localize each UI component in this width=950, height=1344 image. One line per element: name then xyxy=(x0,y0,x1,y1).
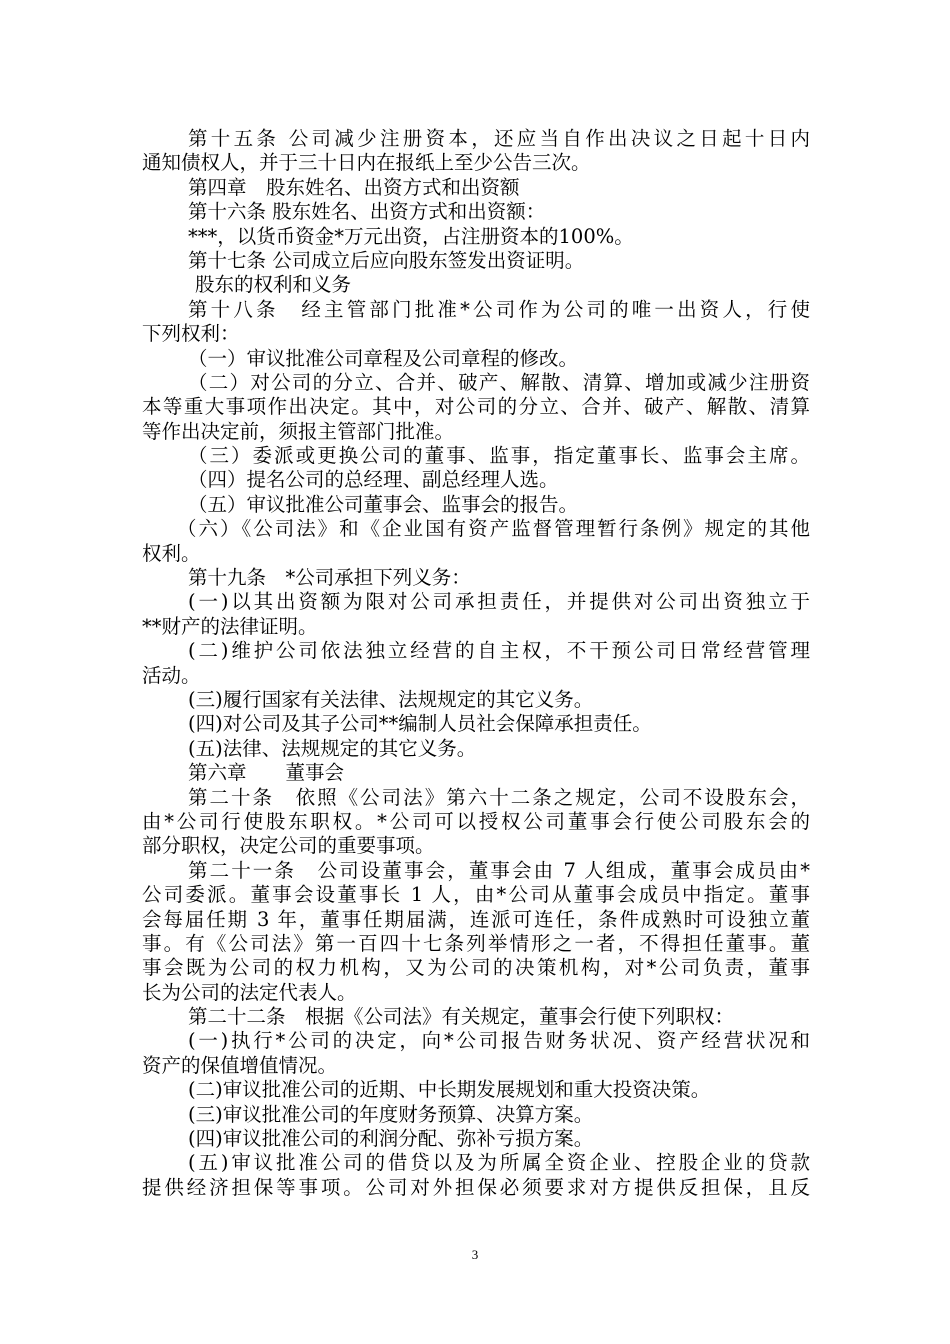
text-line: （二）对公司的分立、合并、破产、解散、清算、增加或减少注册资 xyxy=(188,370,810,394)
text-line: 第十五条 公司减少注册资本，还应当自作出决议之日起十日内 xyxy=(188,127,810,150)
text-line: 通知债权人，并于三十日内在报纸上至少公告三次。 xyxy=(142,151,591,175)
text-line: (二)审议批准公司的近期、中长期发展规划和重大投资决策。 xyxy=(188,1078,711,1102)
text-line: 第二十一条 公司设董事会，董事会由 7 人组成，董事会成员由* xyxy=(188,858,810,882)
text-line: 第十七条 公司成立后应向股东签发出资证明。 xyxy=(188,248,585,272)
text-line: 长为公司的法定代表人。 xyxy=(142,980,357,1004)
text-line: 第二十条 依照《公司法》第六十二条之规定，公司不设股东会， xyxy=(188,785,810,809)
text-line: （三）委派或更换公司的董事、监事，指定董事长、监事会主席。 xyxy=(188,444,810,468)
text-line: 第二十二条 根据《公司法》有关规定，董事会行使下列职权： xyxy=(188,1005,735,1029)
text-line: 会每届任期 3 年，董事任期届满，连派可连任，条件成熟时可设独立董 xyxy=(142,907,810,931)
text-line: 活动。 xyxy=(142,663,201,687)
document-body xyxy=(142,127,810,1200)
text-line: (五)法律、法规规定的其它义务。 xyxy=(188,736,477,760)
text-line: 公司委派。董事会设董事长 1 人，由*公司从董事会成员中指定。董事 xyxy=(142,883,810,907)
chapter-heading: 第四章 股东姓名、出资方式和出资额 xyxy=(188,175,520,199)
text-line: (四)对公司及其子公司**编制人员社会保障承担责任。 xyxy=(188,712,652,736)
text-line: (四)审议批准公司的利润分配、弥补亏损方案。 xyxy=(188,1127,594,1151)
section-heading: 股东的权利和义务 xyxy=(195,273,352,297)
text-line: (一)以其出资额为限对公司承担责任，并提供对公司出资独立于 xyxy=(188,590,810,614)
text-line: 由*公司行使股东职权。*公司可以授权公司董事会行使公司股东会的 xyxy=(142,809,810,833)
text-line: (五)审议批准公司的借贷以及为所属全资企业、控股企业的贷款 xyxy=(188,1151,810,1175)
text-line: 下列权利： xyxy=(142,322,240,346)
text-line: (三)履行国家有关法律、法规规定的其它义务。 xyxy=(188,687,594,711)
text-line: ***，以货币资金*万元出资，占注册资本的100%。 xyxy=(188,224,634,248)
text-line: 权利。 xyxy=(142,541,201,565)
text-line: 第十八条 经主管部门批准*公司作为公司的唯一出资人，行使 xyxy=(188,297,810,321)
text-line: (二)维护公司依法独立经营的自主权，不干预公司日常经营管理 xyxy=(188,639,810,663)
text-line: （五）审议批准公司董事会、监事会的报告。 xyxy=(188,492,579,516)
text-line: (一)执行*公司的决定，向*公司报告财务状况、资产经营状况和 xyxy=(188,1029,810,1053)
text-line: （四）提名公司的总经理、副总经理人选。 xyxy=(188,468,559,492)
text-line: 资产的保值增值情况。 xyxy=(142,1053,338,1077)
chapter-heading: 第六章 董事会 xyxy=(188,761,345,785)
text-line: (三)审议批准公司的年度财务预算、决算方案。 xyxy=(188,1102,594,1126)
text-line: 第十九条 *公司承担下列义务： xyxy=(188,566,471,590)
text-line: （一）审议批准公司章程及公司章程的修改。 xyxy=(188,346,579,370)
text-line: （六）《公司法》和《企业国有资产监督管理暂行条例》规定的其他 xyxy=(177,517,810,541)
text-line: 第十六条 股东姓名、出资方式和出资额： xyxy=(188,200,546,224)
page-number: 3 xyxy=(471,1247,479,1262)
text-line: 部分职权，决定公司的重要事项。 xyxy=(142,834,435,858)
text-line: 本等重大事项作出决定。其中，对公司的分立、合并、破产、解散、清算 xyxy=(142,395,810,419)
text-line: 等作出决定前，须报主管部门批准。 xyxy=(142,419,455,443)
text-line: 事会既为公司的权力机构，又为公司的决策机构，对*公司负责，董事 xyxy=(142,956,810,980)
text-line: 事。有《公司法》第一百四十七条列举情形之一者，不得担任董事。董 xyxy=(142,931,810,955)
text-line: **财产的法律证明。 xyxy=(142,614,318,638)
text-line: 提供经济担保等事项。公司对外担保必须要求对方提供反担保，且反 xyxy=(142,1175,810,1199)
